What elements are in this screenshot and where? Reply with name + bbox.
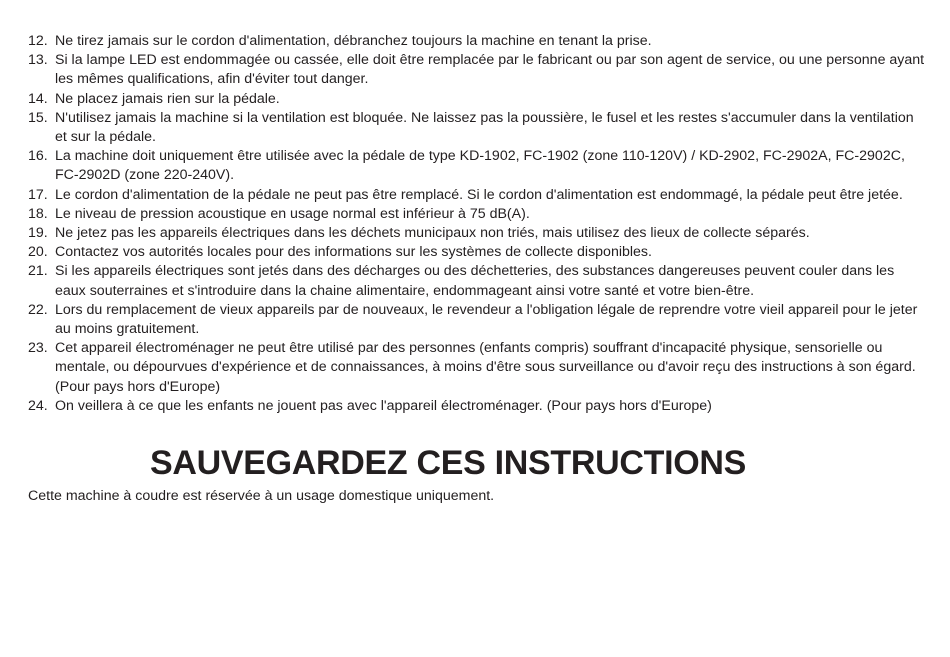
item-text: On veillera à ce que les enfants ne jouent pas avec l'appareil électroménager. (Pour pays hors d'Europe) xyxy=(55,397,712,414)
item-number: 24. xyxy=(28,397,48,414)
item-number: 19. xyxy=(28,225,48,242)
item-text: Lors du remplacement de vieux appareils par de nouveaux, le revendeur a l'obligation légale de reprendre votre vieil appareil pour le jeter au moins gratuitement. xyxy=(55,301,918,338)
item-number: 21. xyxy=(28,263,48,280)
item-number: 17. xyxy=(28,186,48,203)
list-item xyxy=(28,224,928,243)
item-number: 23. xyxy=(28,340,48,357)
item-number: 16. xyxy=(28,148,48,165)
safety-instructions-list xyxy=(28,32,928,416)
item-number: 15. xyxy=(28,109,48,126)
item-text: Si les appareils électriques sont jetés dans des décharges ou des déchetteries, des substances dangereuses peuvent couler dans les eaux souterraines et s'introduire dans la chaine alimentaire, endommageant ainsi votre santé et votre bien-être. xyxy=(55,263,895,299)
list-item xyxy=(28,262,928,300)
item-number: 22. xyxy=(28,301,48,318)
item-text: Cet appareil électroménager ne peut être utilisé par des personnes (enfants compris) souffrant d'incapacité physique, sensorielle ou mentale, ou dépourvues d'expérience et de connaissances, à moins d'être sous surveillance ou d'avoir reçu des instructions à son égard. (Pour pays hors d'Europe) xyxy=(55,340,916,395)
list-item xyxy=(28,90,928,109)
item-text: Si la lampe LED est endommagée ou cassée, elle doit être remplacée par le fabricant ou par son agent de service, ou une personne ayant les mêmes qualifications, afin d'éviter tout danger. xyxy=(55,52,925,88)
list-item xyxy=(28,32,928,51)
item-text: Ne placez jamais rien sur la pédale. xyxy=(55,90,280,107)
usage-note: Cette machine à coudre est réservée à un usage domestique uniquement. xyxy=(28,488,495,505)
item-text: Le niveau de pression acoustique en usage normal est inférieur à 75 dB(A). xyxy=(55,205,530,222)
item-text: Le cordon d'alimentation de la pédale ne peut pas être remplacé. Si le cordon d'alimentation est endommagé, la pédale peut être jetée. xyxy=(55,186,903,203)
list-item xyxy=(28,205,928,224)
list-item xyxy=(28,109,928,147)
item-text: Ne jetez pas les appareils électriques dans les déchets municipaux non triés, mais utilisez des lieux de collecte séparés. xyxy=(55,225,810,242)
page-heading: SAUVEGARDEZ CES INSTRUCTIONS xyxy=(149,444,747,483)
item-number: 13. xyxy=(28,52,48,69)
item-text: La machine doit uniquement être utilisée avec la pédale de type KD-1902, FC-1902 (zone 110-120V) / KD-2902, FC-2902A, FC-2902C, FC-2902D (zone 220-240V). xyxy=(55,148,905,184)
item-number: 18. xyxy=(28,205,48,222)
item-number: 20. xyxy=(28,244,48,261)
item-text: Contactez vos autorités locales pour des informations sur les systèmes de collecte disponibles. xyxy=(55,244,652,261)
item-number: 12. xyxy=(28,33,48,49)
list-item xyxy=(28,301,928,339)
document-page xyxy=(28,32,928,506)
list-item xyxy=(28,147,928,185)
list-item xyxy=(28,339,928,397)
item-text: N'utilisez jamais la machine si la ventilation est bloquée. Ne laissez pas la poussière, le fusel et les restes s'accumuler dans la ventilation et sur la pédale. xyxy=(55,109,914,146)
list-item xyxy=(28,397,928,416)
item-text: Ne tirez jamais sur le cordon d'alimentation, débranchez toujours la machine en tenant la prise. xyxy=(55,33,652,49)
list-item xyxy=(28,186,928,205)
list-item xyxy=(28,243,928,262)
list-item xyxy=(28,51,928,89)
item-number: 14. xyxy=(28,90,48,107)
